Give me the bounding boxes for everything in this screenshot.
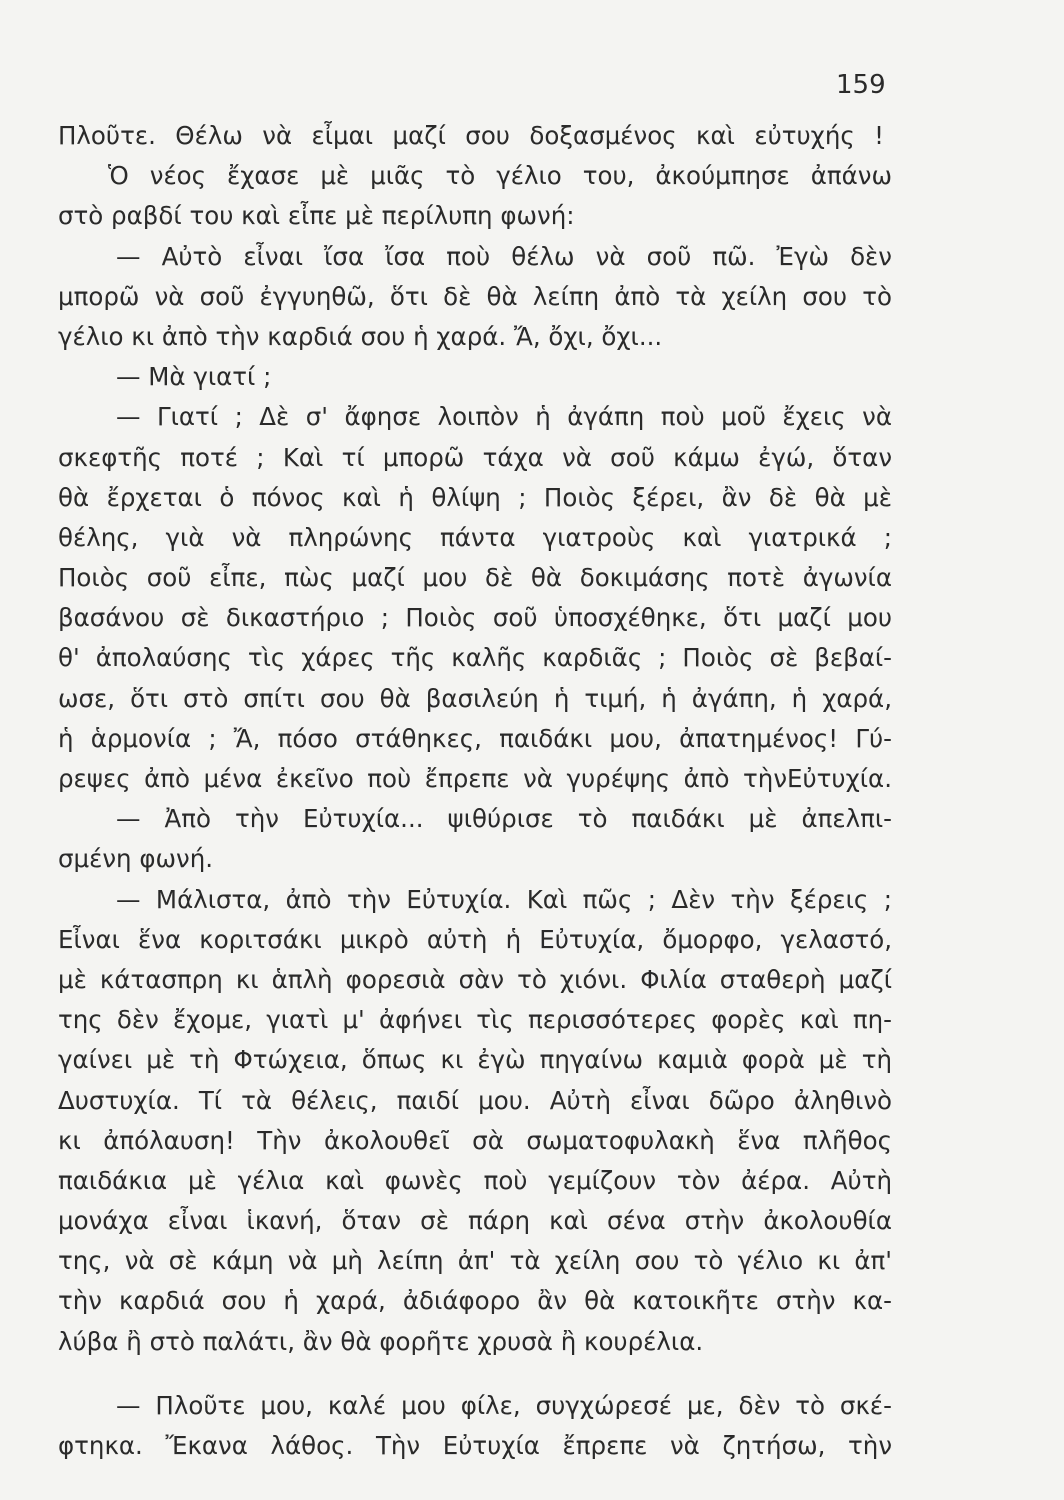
text-line: — Μὰ γιατί ; xyxy=(116,362,272,392)
text-line: γέλιο κι ἀπὸ τὴν καρδιά σου ἡ χαρά. Ἄ, ὄχι, ὄχι... xyxy=(58,321,663,351)
text-line: της, νὰ σὲ κάμη νὰ μὴ λείπη ἀπ' τὰ χείλη σου τὸ γέλιο κι ἀπ' xyxy=(58,1246,892,1276)
page-number: 159 xyxy=(836,70,886,100)
text-line: τὴν καρδιά σου ἡ χαρά, ἀδιάφορο ἂν θὰ κατοικῆτε στὴν κα- xyxy=(58,1286,892,1316)
text-line: μπορῶ νὰ σοῦ ἐγγυηθῶ, ὅτι δὲ θὰ λείπη ἀπὸ τὰ χείλη σου τὸ xyxy=(58,281,892,311)
text-line: παιδάκια μὲ γέλια καὶ φωνὲς ποὺ γεμίζουν τὸν ἀέρα. Αὐτὴ xyxy=(58,1165,892,1195)
text-line: φτηκα. Ἔκανα λάθος. Τὴν Εὐτυχία ἔπρεπε νὰ ζητήσω, τὴν xyxy=(58,1431,892,1460)
text-line: ωσε, ὅτι στὸ σπίτι σου θὰ βασιλεύη ἡ τιμή, ἡ ἀγάπη, ἡ χαρά, xyxy=(58,683,892,713)
text-line: γαίνει μὲ τὴ Φτώχεια, ὅπως κι ἐγὼ πηγαίνω καμιὰ φορὰ μὲ τὴ xyxy=(58,1045,892,1075)
text-line: της δὲν ἔχομε, γιατὶ μ' ἀφήνει τὶς περισσότερες φορὲς καὶ πη- xyxy=(58,1005,892,1035)
text-line: λύβα ἢ στὸ παλάτι, ἂν θὰ φορῆτε χρυσὰ ἢ κουρέλια. xyxy=(58,1326,704,1356)
text-line: θὰ ἔρχεται ὁ πόνος καὶ ἡ θλίψη ; Ποιὸς ξέρει, ἂν δὲ θὰ μὲ xyxy=(58,482,892,512)
text-line: μὲ κάτασπρη κι ἁπλὴ φορεσιὰ σὰν τὸ χιόνι. Φιλία σταθερὴ μαζί xyxy=(58,964,892,994)
text-line: θ' ἀπολαύσης τὶς χάρες τῆς καλῆς καρδιᾶς ; Ποιὸς σὲ βεβαί- xyxy=(58,643,892,673)
text-line: μονάχα εἶναι ἱκανή, ὅταν σὲ πάρη καὶ σένα στὴν ἀκολουθία xyxy=(58,1206,892,1236)
text-line: Εἶναι ἕνα κοριτσάκι μικρὸ αὐτὴ ἡ Εὐτυχία, ὄμορφο, γελαστό, xyxy=(58,924,892,954)
text-line: σμένη φωνή. xyxy=(58,844,214,874)
body-text xyxy=(58,116,892,1466)
text-line: Ποιὸς σοῦ εἶπε, πὼς μαζί μου δὲ θὰ δοκιμάσης ποτὲ ἀγωνία xyxy=(58,563,892,593)
text-line: Ὁ νέος ἔχασε μὲ μιᾶς τὸ γέλιο του, ἀκούμπησε ἀπάνω xyxy=(108,161,892,191)
text-line: — Αὐτὸ εἶναι ἴσα ἴσα ποὺ θέλω νὰ σοῦ πῶ. Ἐγὼ δὲν xyxy=(116,241,892,271)
text-line: Δυστυχία. Τί τὰ θέλεις, παιδί μου. Αὐτὴ εἶναι δῶρο ἀληθινὸ xyxy=(58,1085,892,1115)
text-line: — Πλοῦτε μου, καλέ μου φίλε, συγχώρεσέ με, δὲν τὸ σκέ- xyxy=(116,1390,892,1420)
text-line: θέλης, γιὰ νὰ πληρώνης πάντα γιατροὺς καὶ γιατρικά ; xyxy=(58,522,892,552)
text-line: ἡ ἁρμονία ; Ἄ, πόσο στάθηκες, παιδάκι μου, ἀπατημένος! Γύ- xyxy=(58,723,892,753)
text-line: ρεψες ἀπὸ μένα ἐκεῖνο ποὺ ἔπρεπε νὰ γυρέψης ἀπὸ τὴνΕὐτυχία. xyxy=(58,764,892,793)
text-line: — Μάλιστα, ἀπὸ τὴν Εὐτυχία. Καὶ πῶς ; Δὲν τὴν ξέρεις ; xyxy=(116,884,892,914)
text-line: στὸ ραβδί του καὶ εἶπε μὲ περίλυπη φωνή: xyxy=(58,201,575,231)
text-line: — Γιατί ; Δὲ σ' ἄφησε λοιπὸν ἡ ἀγάπη ποὺ μοῦ ἔχεις νὰ xyxy=(116,402,892,432)
text-line: κι ἀπόλαυση! Τὴν ἀκολουθεῖ σὰ σωματοφυλακὴ ἕνα πλῆθος xyxy=(58,1125,892,1155)
text-line: σκεφτῆς ποτέ ; Καὶ τί μπορῶ τάχα νὰ σοῦ κάμω ἐγώ, ὅταν xyxy=(58,442,892,472)
text-line: βασάνου σὲ δικαστήριο ; Ποιὸς σοῦ ὑποσχέθηκε, ὅτι μαζί μου xyxy=(58,603,892,633)
text-line: Πλοῦτε. Θέλω νὰ εἶμαι μαζί σου δοξασμένος καὶ εὐτυχής ! xyxy=(58,121,884,150)
text-line: — Ἀπὸ τὴν Εὐτυχία... ψιθύρισε τὸ παιδάκι μὲ ἀπελπι- xyxy=(116,804,892,834)
